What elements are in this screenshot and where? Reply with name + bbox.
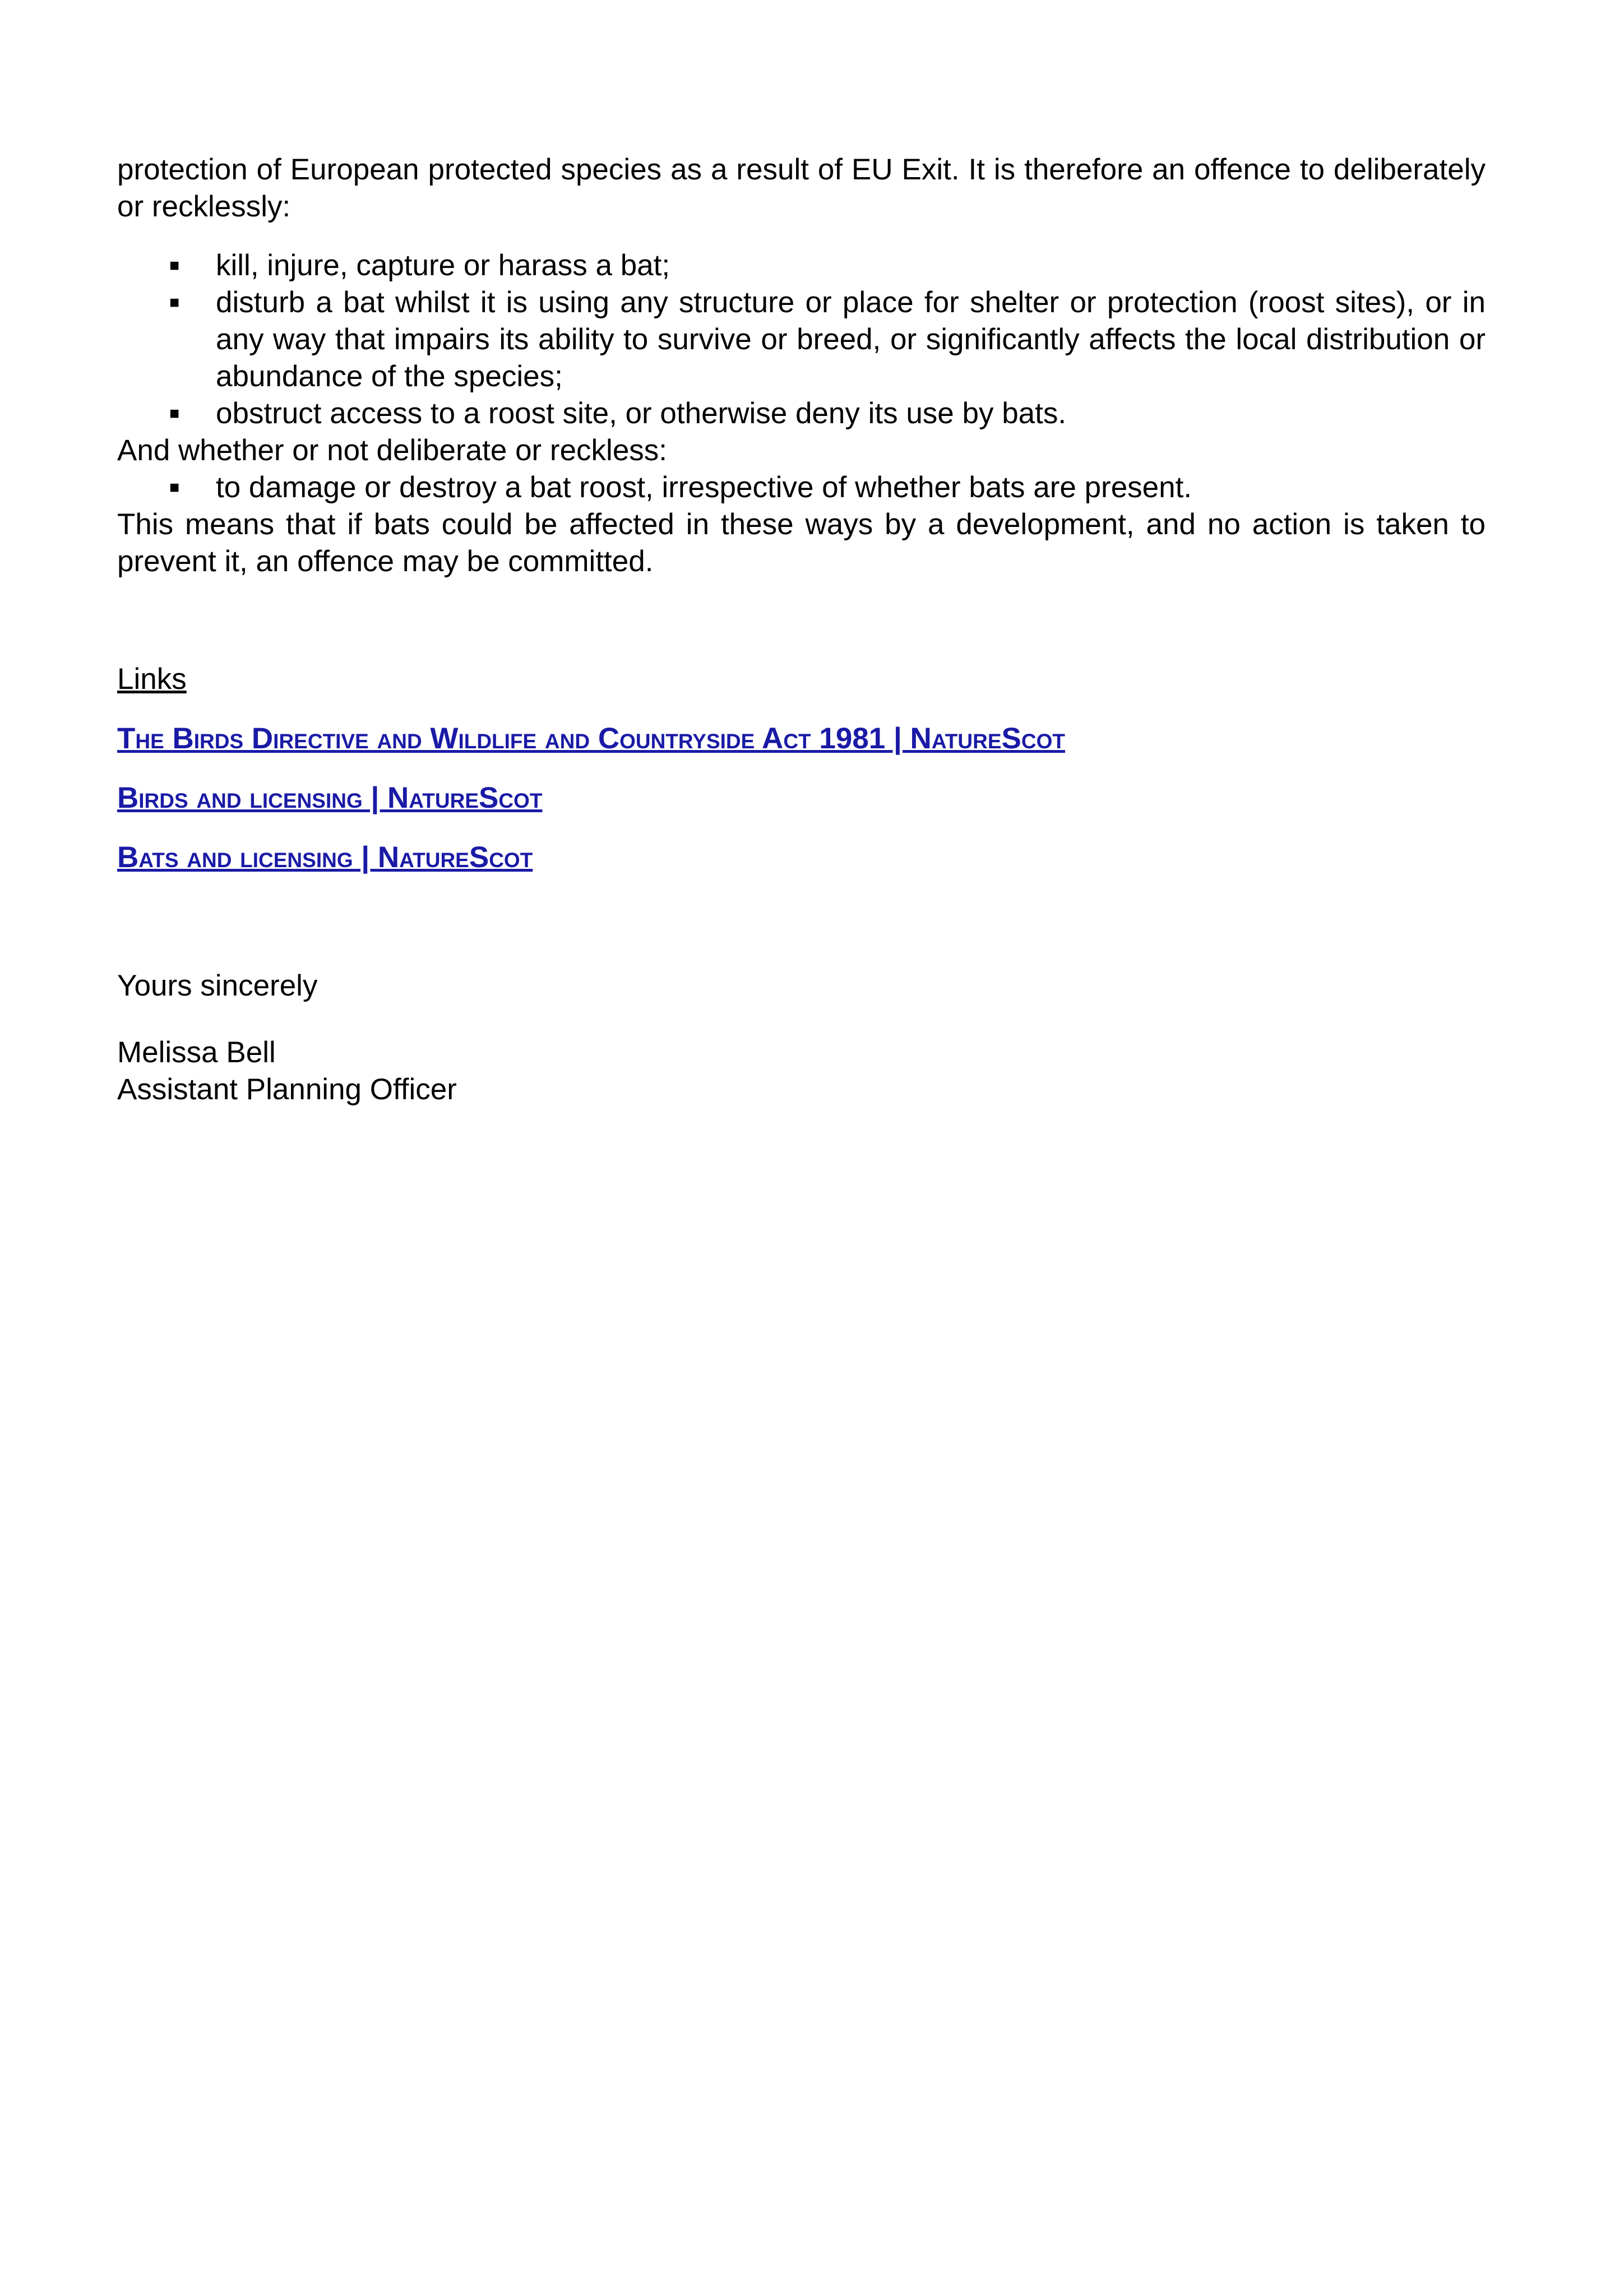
list-item [117, 469, 1486, 506]
list-item [117, 247, 1486, 284]
list-item-text: disturb a bat whilst it is using any structure or place for shelter or protection (roost sites), or in any way that impairs its ability to survive or breed, or significantly affects the local distribution or abundance of the species; [216, 286, 1486, 393]
links-heading: Links [117, 663, 187, 696]
signatory-name: Melissa Bell [117, 1036, 276, 1069]
link-birds-licensing[interactable]: Birds and licensing | NatureScot [117, 781, 543, 814]
square-bullet-icon: ■ [169, 256, 180, 275]
conclusion-paragraph: This means that if bats could be affected in these ways by a development, and no action is taken to prevent it, an offence may be committed. [117, 508, 1486, 578]
square-bullet-icon: ■ [169, 478, 180, 497]
list-item [117, 395, 1486, 432]
list-item-text: obstruct access to a roost site, or otherwise deny its use by bats. [216, 397, 1067, 430]
signatory-title: Assistant Planning Officer [117, 1073, 457, 1106]
square-bullet-icon: ■ [169, 293, 180, 312]
square-bullet-icon: ■ [169, 404, 180, 423]
whether-or-not-text: And whether or not deliberate or reckless: [117, 434, 668, 467]
list-item-text: kill, injure, capture or harass a bat; [216, 249, 670, 282]
any-offences-list [117, 469, 1486, 506]
letter-page [117, 151, 1486, 1108]
closing-salutation: Yours sincerely [117, 969, 318, 1002]
list-item-text: to damage or destroy a bat roost, irrespective of whether bats are present. [216, 471, 1192, 504]
link-birds-directive[interactable]: The Birds Directive and Wildlife and Countryside Act 1981 | NatureScot [117, 722, 1065, 755]
list-item [117, 284, 1486, 395]
deliberate-offences-list [117, 247, 1486, 432]
signature-block [117, 1034, 1486, 1108]
intro-paragraph: protection of European protected species as a result of EU Exit. It is therefore an offence to deliberately or recklessly: [117, 153, 1486, 223]
link-bats-licensing[interactable]: Bats and licensing | NatureScot [117, 841, 533, 874]
